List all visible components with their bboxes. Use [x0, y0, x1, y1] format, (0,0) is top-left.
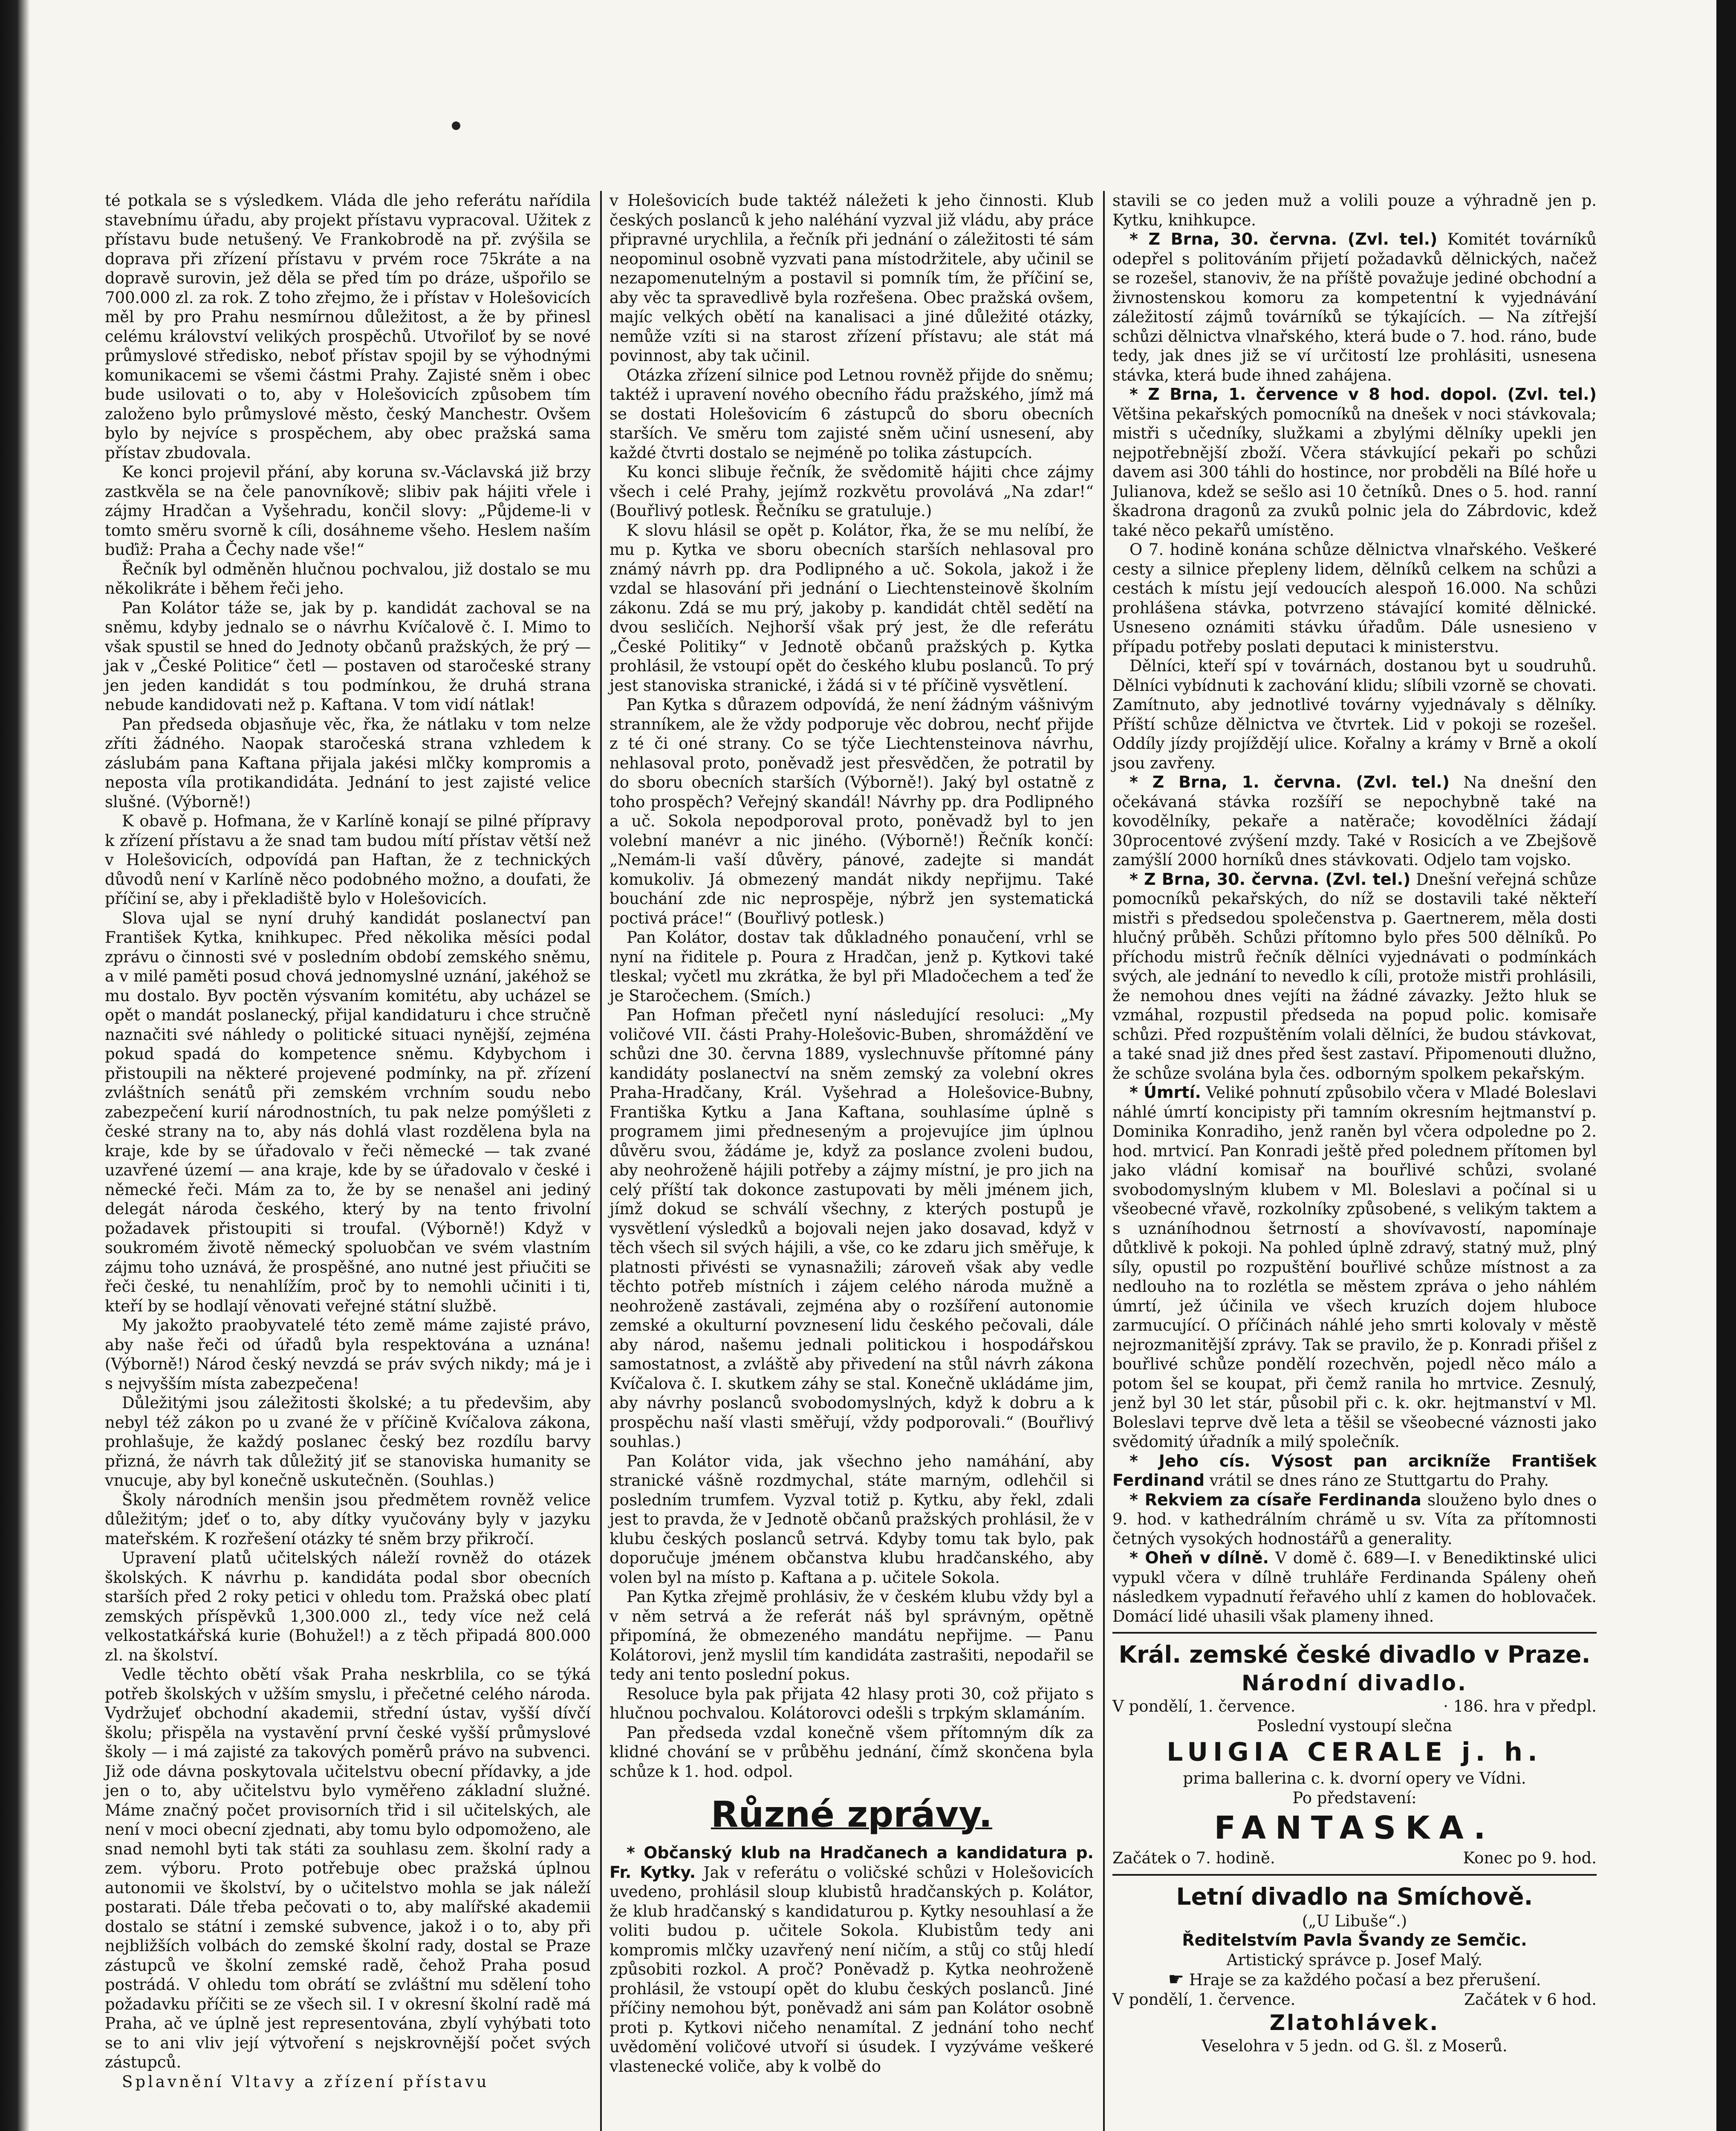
theatre-ad-national [1112, 1640, 1597, 1868]
section-title: Různé zprávy. [711, 1793, 993, 1835]
theatre-subtitle: („U Libuše“.) [1302, 1912, 1407, 1930]
news-heading: * Z Brna, 30. června. (Zvl. tel.) [1129, 869, 1411, 889]
news-item [1112, 1083, 1597, 1452]
theatre-credits: Veselohra v 5 jedn. od G. šl. z Moserů. [1202, 2037, 1508, 2055]
news-item [1112, 1452, 1597, 1490]
paragraph: Upravení platů učitelských náleží rovněž do otázek školských. K návrhu p. kandidáta podal sbor obecních starších před 2 roky petici v ohledu tom. Pražská obec platí zemských příspěvků 1,300.000 zl., tedy více než celá velkostatkářská kurie (Bohužel!) a z těch připadá 800.000 zl. na školství. [105, 1549, 591, 1664]
news-heading: * Z Brna, 30. června. (Zvl. tel.) [1129, 230, 1438, 248]
news-heading: * Z Brna, 1. července v 8 hod. dopol. (Zvl. tel.) [1129, 385, 1597, 404]
news-item [1112, 656, 1597, 773]
column-right [1103, 191, 1606, 2131]
news-text: Komitét továrníků odepřel s politováním přijetí požadavků dělnických, načež se rozešel, stanoviv, že na příště považuje jediné obchodní a živnostenskou komoru za kompetentní k vyjednávání záležitostí zájmů továrníků se týkajících. — Na zítřejší schůzi dělnictva vlnařského, která bude o 7. hod. ráno, bude tedy, jak dnes již se ví určitostí lze prohlásiti, usnesena stávka, která bude ihned zahájena. [1112, 230, 1597, 384]
paragraph: Důležitými jsou záležitosti školské; a tu předevšim, aby nebyl též zákon po u zvané že v příčině Kvíčalova zákona, prohlašuje, že každý poslanec český bez rozdílu barvy přizná, že návrh tak důležitý jiť se stanoviska humanity se vnucuje, aby byl konečně uskutečněn. (Souhlas.) [105, 1394, 591, 1490]
paragraph: Pan Kolátor vida, jak všechno jeho namáhání, aby stranické vášně rozdmychal, státe marným, odlehčil si posledním trumfem. Vyzval totiž p. Kytku, aby řekl, zdali jest to pravda, že v Jednotě občanů pražských prohlásil, že v klubu českých poslanců setrvá. Kdyby tomu tak bylo, pak doporučuje jménem občanstva klubu hradčanského, aby volen byl na místo p. Kaftana a p. učitele Sokola. [609, 1452, 1094, 1587]
news-heading: * Občanský klub na Hradčanech a kandidatura p. Fr. Kytky. [609, 1843, 1094, 1882]
theatre-show: FANTASKA. [1214, 1810, 1495, 1846]
theatre-performance: · 186. hra v předpl. [1443, 1697, 1597, 1715]
theatre-date-row [1112, 1697, 1597, 1716]
theatre-ad-summer [1112, 1882, 1597, 2056]
paragraph: Pan Kytka zřejmě prohlásiv, že v českém klubu vždy byl a v něm setrvá a že referát náš byl správným, opětně připomíná, že obmezeného mandátu nepřijme. — Panu Kolátorovi, jenž myslil tím kandidáta zastrašiti, nepodařil se tedy ani tento poslední pokus. [609, 1588, 1094, 1683]
news-heading: * Rekviem za císaře Ferdinanda [1129, 1490, 1421, 1509]
paragraph: K obavě p. Hofmana, že v Karlíně konají se pilné přípravy k zřízení přístavu a že snad tam budou mítí přístav větší než v Holešovicích, odpovídá pan Haftan, že z technických důvodů není v Karlíně něco podobného možno, a doufati, že příčiní se, aby i překladiště bylo v Holešovicích. [105, 812, 591, 908]
column-left [97, 191, 600, 2131]
news-heading: * Jeho cís. Výsost pan arcikníže František Ferdinand [1112, 1451, 1597, 1490]
paragraph: v Holešovicích bude taktéž náležeti k jeho činnosti. Klub českých poslanců k jeho naléhání vyzval již vládu, aby práce připravné urychlila, a řečník při jednání o záležitosti té sám neopominul osobně vyzvati pana místodržitele, aby učinil se nezapomenutelným a postavil si pomník tím, že příčiní se, aby věc ta spravedlivě byla rozřešena. Obec pražská ovšem, majíc velkých obětí na kanalisaci a jiné důležité otázky, nemůže vzíti si na starost zřízení přístavu; ale stát má povinnost, aby tak učinil. [609, 191, 1094, 365]
paragraph: Ke konci projevil přání, aby koruna sv.-Václavská již brzy zastkvěla se na čele panovníkově; slibiv pak hájiti vřele i zájmy Hradčan a Vyšehradu, končil slovy: „Půjdeme-li v tomto směru svorně k cíli, dosáhneme všeho. Heslem naším buďiž: Praha a Čechy nade vše!“ [105, 463, 591, 559]
theatre-date-row [1112, 1990, 1597, 2010]
theatre-note: Poslední vystoupí slečna [1257, 1716, 1452, 1735]
paragraph: My jakožto praobyvatelé této země máme zajisté právo, aby naše řeči od úřadů byla respektována a uznána! (Výborně!) Národ český nevzdá se práv svých nikdy; má je i s nejvyšším místa zabezpečena! [105, 1316, 591, 1393]
news-text: Většina pekařských pomocníků na dnešek v noci stávkovala; mistři s učedníky, služkami a zbylými dělníky upekli jen nejpotřebnější zboží. Včera stávkující pekaři po schůzi davem asi 300 táhli do hostince, nor probděli na Bílé hoře u Julianova, kdež se sešlo asi 10 četníků. Dnes o 5. hod. ranní škadrona dragonů za zvuků polnic jela do Zábrdovic, kdež také něco pekařů umístěno. [1112, 404, 1597, 540]
scan-left-edge [0, 0, 30, 2131]
theatre-management: Ředitelstvím Pavla Švandy ze Semčic. [1182, 1931, 1527, 1949]
news-text: Dělníci, kteří spí v továrnách, dostanou byt u soudruhů. Dělníci vybídnuti k zachování klidu; slíbili vzorně se chovati. Zamítnuto, aby jednotlivé továrny vyjednávaly s dělníky. Příští schůze dělnictva ve čtvrtek. Lid v pokoji se rozešel. Oddíly jízdy projíždějí ulice. Kořalny a krámy v Brně a okolí jsou zavřeny. [1112, 657, 1597, 772]
scan-right-edge [1716, 0, 1736, 2131]
ink-dot [452, 121, 460, 130]
theatre-title: Král. zemské české divadlo v Praze. [1118, 1641, 1591, 1668]
news-item [609, 1843, 1094, 2076]
paragraph: Otázka zřízení silnice pod Letnou rovněž přijde do sněmu; taktéž i upravení nového obecního řádu pražského, jímž má se dostati Holešovicím 6 zástupců do sboru obecních starších. Ve směru tom zajisté sněm učiní usnesení, aby každé čtvrti dostalo se nejméně po tolika zástupcích. [609, 366, 1094, 462]
paragraph: Pan Hofman přečetl nyní následující resoluci: „My voličové VII. části Prahy-Holešovic-Buben, shromáždění ve schůzi dne 30. června 1889, vyslechnuvše přítomné pány kandidáty poslanectví na sněm zemský za volební okres Praha-Hradčany, Král. Vyšehrad a Holešovice-Bubny, Františka Kytku a Jana Kaftana, souhlasíme úplně s programem jimi předneseným a projevujíce jim úplnou důvěru svou, žádáme je, když za poslance zvoleni budou, aby neohroženě hájili potřeby a zájmy místní, je pro jich na celý příští tak dokonce zastupovati by měli jménem jich, jímž dokud se schválí všechny, z kterých postupů je vysvětlení výsledků a bojovali nejen jako dosavad, když v těch všech sil svých hájili, a vše, co ke zdaru jich směřuje, k platnosti přivésti se vynasnažili; zároveň však aby vedle těchto potřeb místních i zájem celého národa mužně a neohroženě zastávali, zejména aby o rozšíření autonomie zemské a okulturní povznesení lidu českého pečovali, dále aby národ, našemu jednali politickou i hospodářskou samostatnost, a zvláště aby přivedení na stůl návrh zákona Kvíčalova č. I. skutkem záhy se stal. Konečně ukládáme jim, aby návrhy poslanců svobodomyslných, když k dobru a k prospěchu naší vlasti směřují, vždy podporovali.“ (Bouřlivý souhlas.) [609, 1006, 1094, 1451]
theatre-start: Začátek o 7. hodině. [1112, 1849, 1275, 1867]
paragraph: Pan Kolátor, dostav tak důkladného ponaučení, vrhl se nyní na řiditele p. Poura z Hradčan, jenž p. Kytkovi také tleskal; vyčetl mu zkrátka, že byl při Mladočechem a teď že je Staročechem. (Smích.) [609, 928, 1094, 1005]
theatre-subtitle: Národní divadlo. [1241, 1671, 1468, 1695]
news-item [1112, 385, 1597, 540]
news-text: vrátil se dnes ráno ze Stuttgartu do Prahy. [1209, 1471, 1549, 1490]
paragraph: Pan předseda vzdal konečně všem přítomným dík za klidné chování se v průběhu jednání, čímž skončena byla schůze k 1. hod. odpol. [609, 1723, 1094, 1781]
paragraph: Slova ujal se nyní druhý kandidát poslanectví pan František Kytka, knihkupec. Před několika měsíci podal zprávu o činnosti své v posledním období zemského sněmu, a v milé paměti posud chová jednomyslné uznání, jakéhož se mu dostalo. Byv poctěn výsvaním komitétu, aby ucházel se opět o mandát poslanecký, přijal kandidaturu i chce stručně naznačiti své náhledy o politické situaci nynější, zejména pokud spadá do kompetence sněmu. Kdybychom i přistoupili na některé projevené podmínky, na př. zřízení zvláštních senátů při zemském vrchním soudu nebo zabezpečení kurií národnostních, tu pak nelze pomýšleti z české strany na to, aby nás dohlá vlast rozdělena byla na kraje, kde by se úřadovalo v řeči německé — tak zvané uzavřené území — ana kraje, kde by se úřadovalo v české i německé řeči. Mám za to, že by se nenašel ani jediný delegát národa českého, který by na tento frivolní požadavek přistoupiti si troufal. (Výborně!) Když v soukromém životě německý spoluobčan ve svém vlastním zájmu toho uznává, že prospěšné, ano nutné jest přiučiti se řeči české, tu nenahlížím, proč by to nemohli učiniti i ti, kteří by se hodlají věnovati veřejné státní službě. [105, 909, 591, 1315]
paragraph: Pan Kolátor táže se, jak by p. kandidát zachoval se na sněmu, kdyby jednalo se o návrhu Kvíčalově č. I. Mimo to však spustil se hned do Jednoty občanů pražských, že prý — jak v „České Politice“ četl — postaven od staročeské strany jen jeden kandidát s tou podmínkou, že druhá strana nebude kandidovati než p. Kaftana. V tom vidí nátlak! [105, 598, 591, 714]
news-item [1112, 773, 1597, 870]
news-text: Dnešní veřejná schůze pomocníků pekařských, do níž se dostavili také někteří mistři s předsedou společenstva p. Gaertnerem, měla dosti hlučný průběh. Schůzi přítomno bylo přes 500 dělníků. Po příchodu mistrů řečník dělníci vyjednávati o podmínkách svých, ale jednání to nevedlo k cíli, protože mistři prohlásili, že nemohou dnes vejíti na žádné závazky. Ježto hluk se vzmáhal, rozpustil předseda na popud polic. komisaře schůzi. Před rozpuštěním volali dělníci, že budou stávkovat, a také snad již dnes před šest zastaví. Připomenouti dlužno, že schůze svolána byla čes. odborným spolkem pekařským. [1112, 870, 1597, 1083]
theatre-times-row [1112, 1848, 1597, 1868]
pointing-hand-icon: ☛ [1168, 1969, 1184, 1990]
news-text: Veliké pohnutí způsobilo včera v Mladé Boleslavi náhlé úmrtí koncipisty při tamním okresním hejtmanství p. Dominika Konradiho, jenž raněn byl včera odpoledne po 2. hod. mrtvicí. Pan Konradi ještě před polednem přítomen byl jako vládní komisař na bouřlivé schůzi, svolané svobodomyslným klubem v Ml. Boleslavi a počínal si u všeobecné vřavě, rozkolníky způsobené, s velikým taktem a s uznáníhodnou šetrností a shovívavostí, napomínaje důtklivě k pokoji. Na pohled úplně zdravý, statný muž, plný síly, opustil po rozpuštění bouřlivé schůze místnost a za nedlouho na to rozlétla se městem zpráva o jeho náhlém úmrtí, jež účinila ve všech kruzích dojem hluboce zarmucující. O příčinách náhlé jeho smrti kolovaly v městě nejrozmanitější zprávy. Tak se pravilo, že p. Konradi přišel z bouřlivé schůze pondělí rozechvěn, pojedl něco málo a potom šel se koupat, při čemž ranila ho mrtvice. Zesnulý, jenž byl 30 let stár, působil při c. k. okr. hejtmanství v Ml. Boleslavi teprve dvě leta a těšil se všeobecné váznosti jako svědomitý úřadník a milý společník. [1112, 1083, 1597, 1451]
paragraph: Resoluce byla pak přijata 42 hlasy proti 30, což přijato s hlučnou pochvalou. Kolátorovci odešli s trpkým sklamáním. [609, 1684, 1094, 1722]
news-text: Jak v referátu o voličské schůzi v Holešovicích uvedeno, prohlásil sloup klubistů hradčanských p. Kolátor, že klub hradčanský s kandidaturou p. Kytky nesouhlasí a že voliti budou p. učitele Sokola. Klubistům tedy ani kompromis mlčky uzavřený není ničím, a stůj co stůj hledí způsobiti rozkol. A proč? Poněvadž p. Kytka neohroženě prohlásil, že vstoupí opět do klubu českých poslanců. Jiné příčiny nemohou být, poněvadž ani sám pan Kolátor osobně proti p. Kytkovi ničeho nenamítal. Z jednání toho nechť uvědomění voličové utvoří si úsudek. I vyzýváme veškeré vlastenecké voliče, aby k volbě do [609, 1863, 1094, 2076]
news-item [1112, 230, 1597, 385]
column-middle [600, 191, 1103, 2131]
theatre-weather-note: ☛ Hraje se za každého počasí a bez přerušení. [1168, 1969, 1541, 1990]
theatre-title: Letní divadlo na Smíchově. [1176, 1883, 1533, 1910]
news-text: O 7. hodině konána schůze dělnictva vlnařského. Veškeré cesty a silnice přepleny lidem, dělníků celkem na schůzi a cestách k místu její vedoucích alespoň 16.000. Na schůzi prohlášena stávka, potvrzeno stávající komité dělnické. Usneseno oznámiti stávku úřadům. Dále usnesieno v případu potřeby poslati deputaci k ministerstvu. [1112, 540, 1597, 656]
paragraph: té potkala se s výsledkem. Vláda dle jeho referátu nařídila stavebnímu úřadu, aby projekt přístavu vypracoval. Užitek z přístavu bude netušený. Ve Frankobrodě na př. zvýšila se doprava při zřízení přístavu v prvém roce 75kráte a na dopravě surovin, jež děla se před tím po dráze, ušpořilo se 700.000 zl. za rok. Z toho zřejmo, že i přístav v Holešovicích měl by pro Prahu nesmírnou důležitost, a že by přinesl celému království velikých prospěchů. Utvořiloť by se nové průmyslové středisko, neboť přístav spojil by se výhodnými komunikacemi se všemi částmi Prahy. Zajisté sněm i obec bude usilovati o to, aby v Holešovicích způsobem tím založeno bylo průmyslové město, český Manchestr. Ovšem bylo by nejvíce s prospěchem, aby obec pražská sama přístav zbudovala. [105, 191, 591, 462]
news-item [1112, 540, 1597, 656]
news-text: Na dnešní den očekávaná stávka rozšíří se nepochybně také na kovodělníky, pekaře a natěrače; kovodělníci žádají 30procentové zvýšení mzdy. Také v Rosicích a ve Zbejšově zamýšlí 2000 horníků dnes stávkovati. Odjelo tam vojsko. [1112, 773, 1597, 869]
news-heading: * Oheň v dílně. [1129, 1548, 1269, 1567]
theatre-performer-role: prima ballerina c. k. dvorní opery ve Vídni. [1183, 1769, 1526, 1787]
paragraph: Pan Kytka s důrazem odpovídá, že není žádným vášnivým stranníkem, ale že vždy podporuje věc dobrou, nechť přijde z té či oné strany. Co se týče Liechtensteinova návrhu, nehlasoval proto, poněvadž jest přesvědčen, že potratil by do sboru obecních starších (Výborně!). Jaký byl ostatně z toho prospěch? Veřejný skandál! Návrhy pp. dra Podlipného a uč. Sokola nepodporoval proto, poněvadž byl to jen volební manévr a nic jiného. (Výborně!) Řečník končí: „Nemám-li vaší důvěry, pánové, zadejte si mandát komukoliv. Já obmezený mandát nikdy nepřijmu. Také bouchání zde nic neprospěje, nýbrž jen systematická poctivá práce!“ (Bouřlivý potlesk.) [609, 696, 1094, 927]
divider [1112, 1874, 1597, 1876]
theatre-performer: LUIGIA CERALE j. h. [1167, 1737, 1542, 1767]
paragraph: Školy národních menšin jsou předmětem rovněž velice důležitým; jdeť o to, aby dítky vyučovány byly v jazyku mateřském. K rozřešení otázky té sněm brzy přikročí. [105, 1490, 591, 1548]
news-heading: * Úmrtí. [1129, 1083, 1201, 1102]
paragraph: K slovu hlásil se opět p. Kolátor, řka, že se mu nelíbí, že mu p. Kytka ve sboru obecních starších nehlasoval pro známý návrh pp. dra Podlipného a uč. Sokola, jakož i že vzdal se hlasování při jednání o Liechtensteinově školním zákonu. Zdá se mu prý, jakoby p. kandidát chtěl sedětí na dvou sesličích. Nejhorší však prý jest, že dle referátu „České Politiky“ v Jednotě občanů pražských p. Kytka prohlásil, že vstoupí opět do českého klubu poslanců. To prý jest stanoviska stranické, i žádá si v té příčině vysvětlení. [609, 521, 1094, 695]
theatre-start: Začátek v 6 hod. [1464, 1990, 1597, 2009]
paragraph: Ku konci slibuje řečník, že svědomitě hájiti chce zájmy všech i celé Prahy, jejímž rozkvětu provolává „Na zdar!“ (Bouřlivý potlesk. Řečníku se gratuluje.) [609, 463, 1094, 520]
theatre-show: Zlatohlávek. [1269, 2010, 1440, 2035]
news-text: V domě č. 689—I. v Benediktinské ulici vypukl včera v dílně truhláře Ferdinanda Spáleny oheň následkem vypadnutí řeřavého uhlí z kamen do hoblovaček. Domácí lidé uhasili však plameny ihned. [1112, 1549, 1597, 1626]
paragraph: Vedle těchto obětí však Praha neskrblila, co se týká potřeb školských v užším smyslu, i přečetné celého národa. Vydržujeť obchodní akademii, střední ústav, vyšší dívčí školu; přispěla na vystavění první české vyšší průmyslové školy — i má zajisté za takových poměrů právo na subvenci. Již ode dávna poskytovala učitelstvu obecní přídavky, a jde jen o to, aby učitelstvu bylo vyměřeno základní služné. Máme značný počet provisorních třid i sil učitelských, ale není v moci obecní zjednati, aby tomu bylo odpomoženo, ale snad nemohl byti tak státi za souhlasu zem. školní rady a zem. výboru. Proto potřebuje obec pražská úplnou autonomii ve školství, by o učitelstvo mohla se jak náleží postarati. Dále třeba pečovati o to, aby malířské akademii dostalo se státní i zemské subvence, jakož i o to, aby při nejbližších volbách do zemské školní rady, dostal se Praze zástupců ve školní zemské radě, čehož Praha posud postrádá. V ohledu tom obrátí se zvláštní mu sdělení toho požadavku příčiti se ze všech sil. I v okresní školní radě má Praha, ač ve úplně jest representována, zbylí vyhýbati toto se to ani vliv její výtvoření s nejskrovnější počet svých zástupců. [105, 1665, 591, 2071]
text-columns [97, 191, 1606, 2131]
news-heading: * Z Brna, 1. června. (Zvl. tel.) [1129, 773, 1450, 791]
news-text: slouženo bylo dnes o 9. hod. v kathedrálním chrámě u sv. Víta za přítomnosti četných vysokých hodnostářů a generality. [1112, 1490, 1597, 1548]
paragraph: Řečník byl odměněn hlučnou pochvalou, již dostalo se mu několikráte i během řeči jeho. [105, 560, 591, 598]
paragraph: Splavnění Vltavy a zřízení přístavu [122, 2072, 489, 2091]
theatre-date: V pondělí, 1. července. [1112, 1697, 1296, 1715]
divider [1112, 1632, 1597, 1634]
theatre-date: V pondělí, 1. července. [1112, 1990, 1296, 2009]
theatre-end: Konec po 9. hod. [1463, 1849, 1597, 1867]
news-item [1112, 1548, 1597, 1626]
news-item [1112, 870, 1597, 1083]
theatre-artistic: Artistický správce p. Josef Malý. [1226, 1950, 1483, 1969]
paragraph: Pan předseda objasňuje věc, řka, že nátlaku v tom nelze zříti žádného. Naopak staročeská strana vzhledem k záslubám pana Kaftana přijala jakési mlčky kompromis a neposta víla protikandidáta. Jednání to jest zajisté velice slušné. (Výborně!) [105, 715, 591, 811]
news-item [1112, 1490, 1597, 1549]
theatre-program-label: Po představení: [1292, 1788, 1417, 1807]
paragraph: stavili se co jeden muž a volili pouze a výhradně jen p. Kytku, knihkupce. [1112, 191, 1597, 229]
